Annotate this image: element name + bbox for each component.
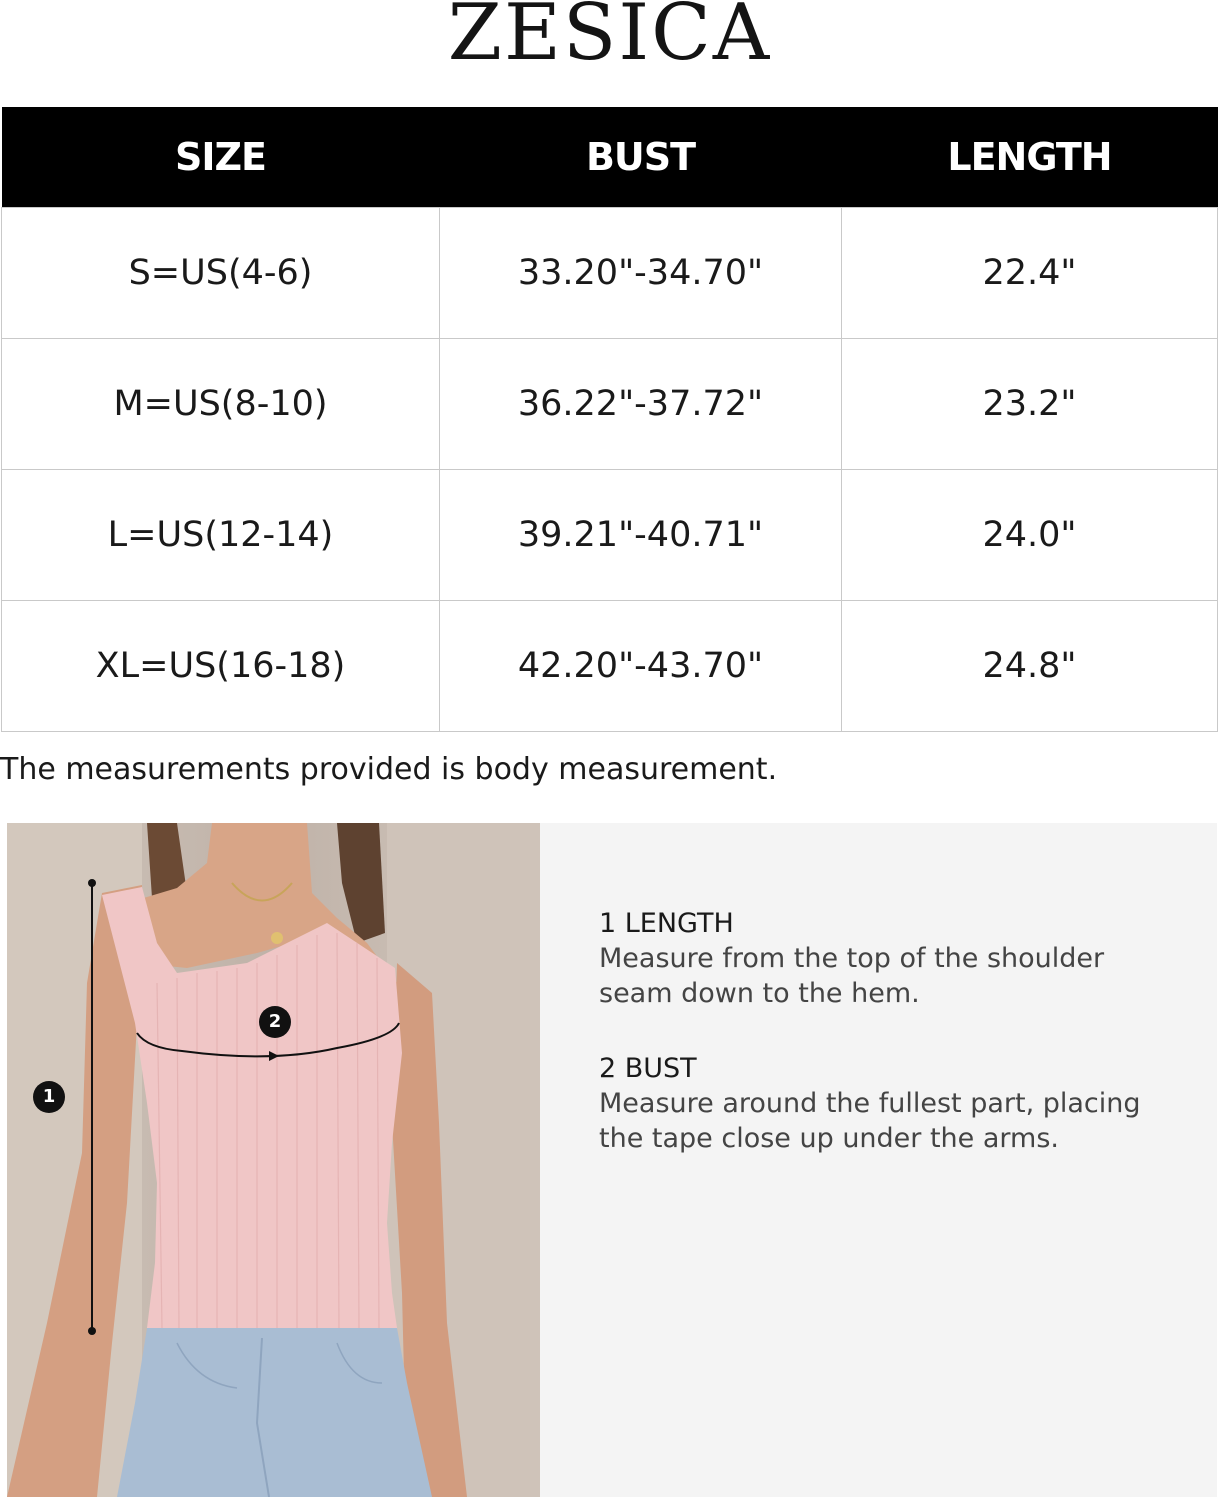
cell-length: 24.0" — [842, 469, 1218, 600]
length-title: 1 LENGTH — [599, 908, 734, 939]
header-bust: BUST — [440, 107, 842, 207]
measurement-note: The measurements provided is body measurement. — [0, 752, 778, 787]
header-length: LENGTH — [842, 107, 1218, 207]
bust-desc-line: the tape close up under the arms. — [599, 1123, 1059, 1154]
bust-desc-line: Measure around the fullest part, placing — [599, 1088, 1141, 1119]
cell-size: M=US(8-10) — [2, 338, 440, 469]
brand-logo: ZESICA — [447, 0, 772, 78]
length-desc-line: Measure from the top of the shoulder — [599, 943, 1105, 974]
table-row — [2, 469, 1218, 600]
length-desc-line: seam down to the hem. — [599, 978, 920, 1009]
table-row — [2, 600, 1218, 731]
model-photo — [7, 823, 540, 1497]
bust-instruction — [599, 1052, 1199, 1156]
length-instruction — [599, 907, 1199, 1011]
bust-marker: 2 — [259, 1006, 291, 1038]
cell-size: L=US(12-14) — [2, 469, 440, 600]
size-chart-table — [1, 107, 1218, 732]
cell-bust: 39.21"-40.71" — [440, 469, 842, 600]
model-illustration — [7, 823, 540, 1497]
cell-size: XL=US(16-18) — [2, 600, 440, 731]
length-marker: 1 — [33, 1081, 65, 1113]
cell-size: S=US(4-6) — [2, 207, 440, 338]
cell-bust: 42.20"-43.70" — [440, 600, 842, 731]
cell-length: 24.8" — [842, 600, 1218, 731]
header-size: SIZE — [2, 107, 440, 207]
table-row — [2, 207, 1218, 338]
cell-length: 23.2" — [842, 338, 1218, 469]
cell-length: 22.4" — [842, 207, 1218, 338]
cell-bust: 33.20"-34.70" — [440, 207, 842, 338]
bust-title: 2 BUST — [599, 1053, 697, 1084]
table-header-row — [2, 107, 1218, 207]
cell-bust: 36.22"-37.72" — [440, 338, 842, 469]
table-row — [2, 338, 1218, 469]
